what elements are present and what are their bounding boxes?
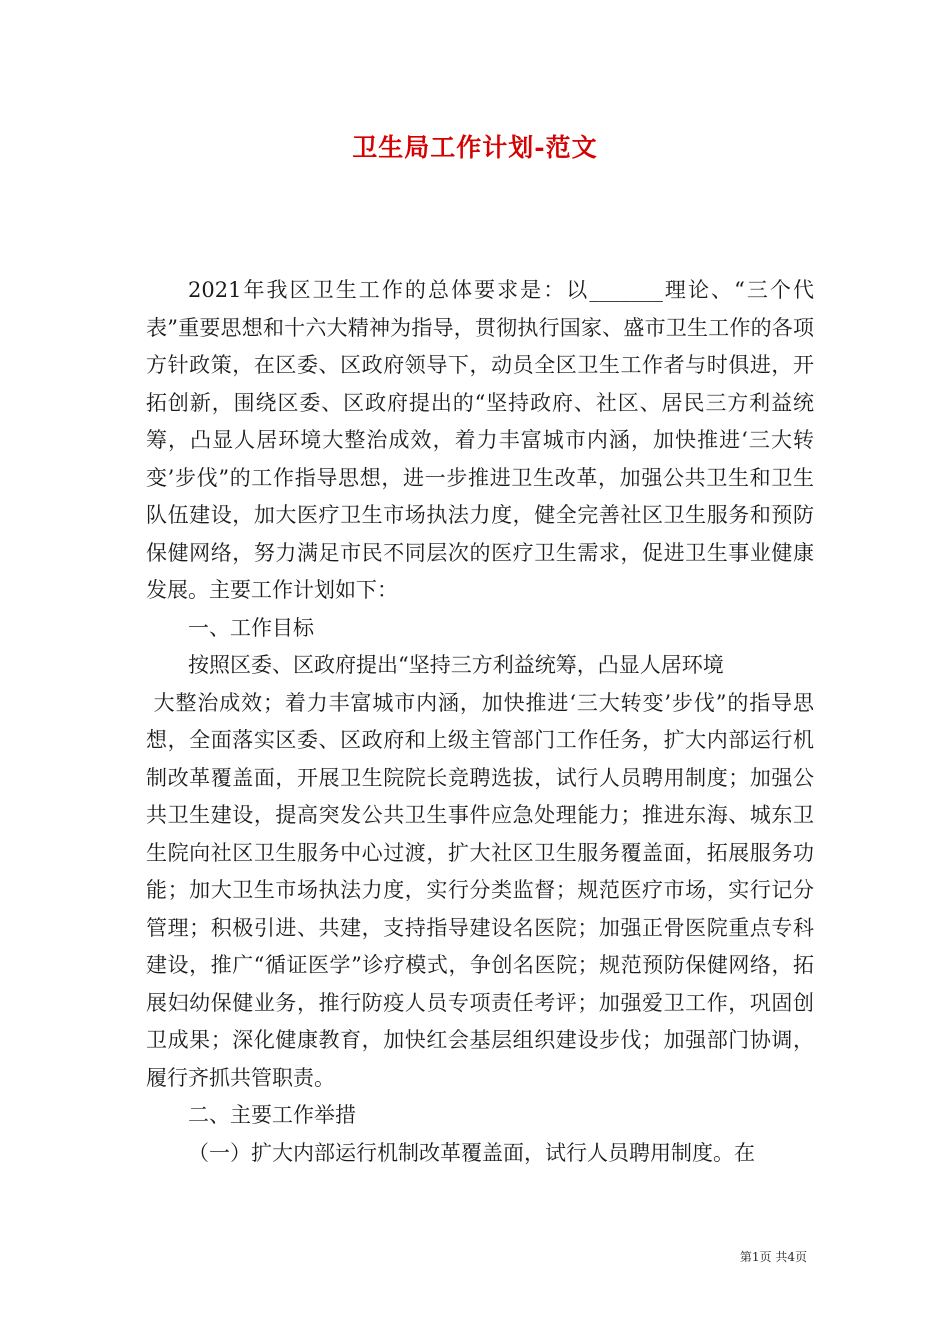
document-title: 卫生局工作计划-范文 <box>352 133 598 162</box>
page-number: 第1页 共4页 <box>739 1250 807 1264</box>
goals-paragraph: 大整治成效；着力丰富城市内涵，加快推进‘三大转变’步伐”的指导思想，全面落实区委、区政府和上级主管部门工作任务，扩大内部运行机制改革覆盖面，开展卫生院院长竞聘选拔，试行人员聘用制度；加强公共卫生建设，提高突发公共卫生事件应急处理能力；推进东海、城东卫生院向社区卫生服务中心过渡，扩大社区卫生服务覆盖面，拓展服务功能；加大卫生市场执法力度，实行分类监督；规范医疗市场，实行记分管理；积极引进、共建，支持指导建设名医院；加强正骨医院重点专科建设，推广“循证医学”诊疗模式，争创名医院；规范预防保健网络，拓展妇幼保健业务，推行防疫人员专项责任考评；加强爱卫工作，巩固创卫成果；深化健康教育，加快红会基层组织建设步伐；加强部门协调，履行齐抓共管职责。 <box>146 690 814 1090</box>
goals-paragraph-line: 按照区委、区政府提出“坚持三方利益统筹，凸显人居环境 <box>188 653 724 677</box>
section-heading-measures: 二、主要工作举措 <box>188 1103 356 1127</box>
section-heading-goals: 一、工作目标 <box>188 615 314 640</box>
intro-paragraph: 2021年我区卫生工作的总体要求是：以_______理论、“三个代表”重要思想和十六大精神为指导，贯彻执行国家、盛市卫生工作的各项方针政策，在区委、区政府领导下，动员全区卫生工作者与时俱进，开拓创新，围绕区委、区政府提出的“坚持政府、社区、居民三方利益统筹，凸显人居环境大整治成效，着力丰富城市内涵，加快推进‘三大转变’步伐”的工作指导思想，进一步推进卫生改革，加强公共卫生和卫生队伍建设，加大医疗卫生市场执法力度，健全完善社区卫生服务和预防保健网络，努力满足市民不同层次的医疗卫生需求，促进卫生事业健康发展。主要工作计划如下： <box>146 278 814 602</box>
document-body <box>146 272 814 1172</box>
measures-paragraph: （一）扩大内部运行机制改革覆盖面，试行人员聘用制度。在 <box>188 1140 755 1165</box>
